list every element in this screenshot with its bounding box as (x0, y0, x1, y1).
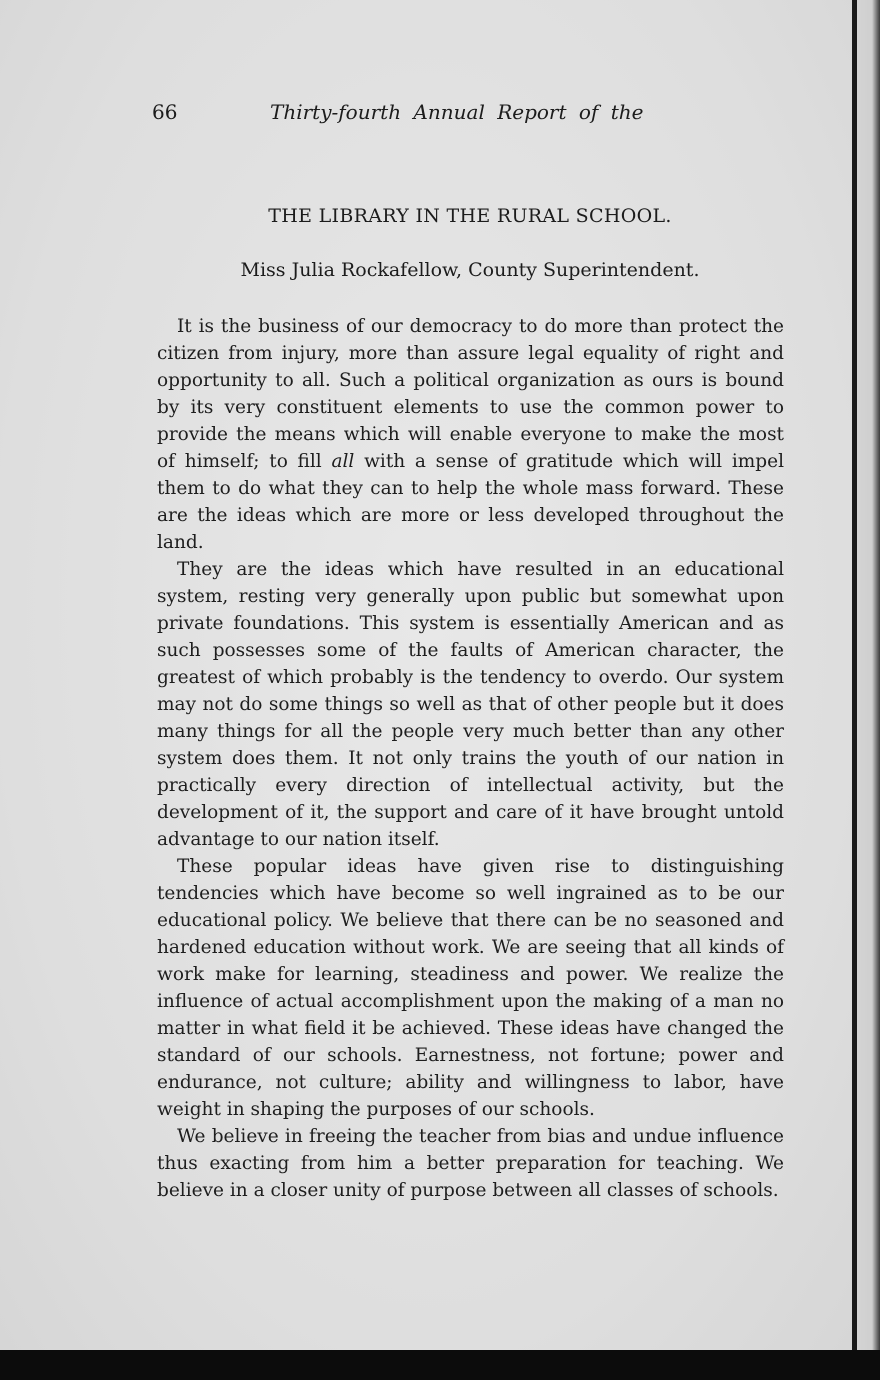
book-spine-edge (852, 0, 880, 1352)
paragraph: They are the ideas which have resulted in an educational system, resting very generally upon public but somewhat upon private foundations. This system is essentially American and as such possesses some of the faults of American character, the greatest of which probably is the tendency to overdo. Our system may not do some things so well as that of other people but it does many things for all the people very much better than any other system does them. It not only trains the youth of our nation in practically every direction of intellectual activity, but the development of it, the support and care of it have brought untold advantage to our nation itself. (157, 559, 784, 850)
article-body (157, 313, 784, 1204)
article-author: Miss Julia Rockafellow, County Superintendent. (240, 259, 700, 281)
paragraph-text: It is the business of our democracy to do more than protect the citizen from injury, more than assure legal equality of right and opportunity to all. Such a political organization as ours is bound by its very constituent elements to use the common power to provide the means which will enable everyone to make the most of himself; to fill (157, 316, 784, 472)
paragraph (157, 313, 784, 556)
scan-bottom-edge (0, 1350, 880, 1380)
article-title: THE LIBRARY IN THE RURAL SCHOOL. (268, 205, 672, 227)
page-number: 66 (152, 100, 178, 124)
paragraph: These popular ideas have given rise to distinguishing tendencies which have become so well ingrained as to be our educational policy. We believe that there can be no seasoned and hardened education without work. We are seeing that all kinds of work make for learning, steadiness and power. We realize the influence of actual accomplishment upon the making of a man no matter in what field it be achieved. These ideas have changed the standard of our schools. Earnestness, not fortune; power and endurance, not culture; ability and willingness to labor, have weight in shaping the purposes of our schools. (157, 856, 784, 1120)
emphasis-text: all (331, 451, 355, 472)
running-head: Thirty-fourth Annual Report of the (270, 100, 644, 124)
paragraph: We believe in freeing the teacher from bias and undue influence thus exacting from him a better preparation for teaching. We believe in a closer unity of purpose between all classes of schools. (157, 1126, 784, 1201)
page-header (152, 100, 672, 130)
paragraph-text: with a sense of gratitude which will impel them to do what they can to help the whole mass forward. These are the ideas which are more or less developed throughout the land. (157, 451, 784, 553)
